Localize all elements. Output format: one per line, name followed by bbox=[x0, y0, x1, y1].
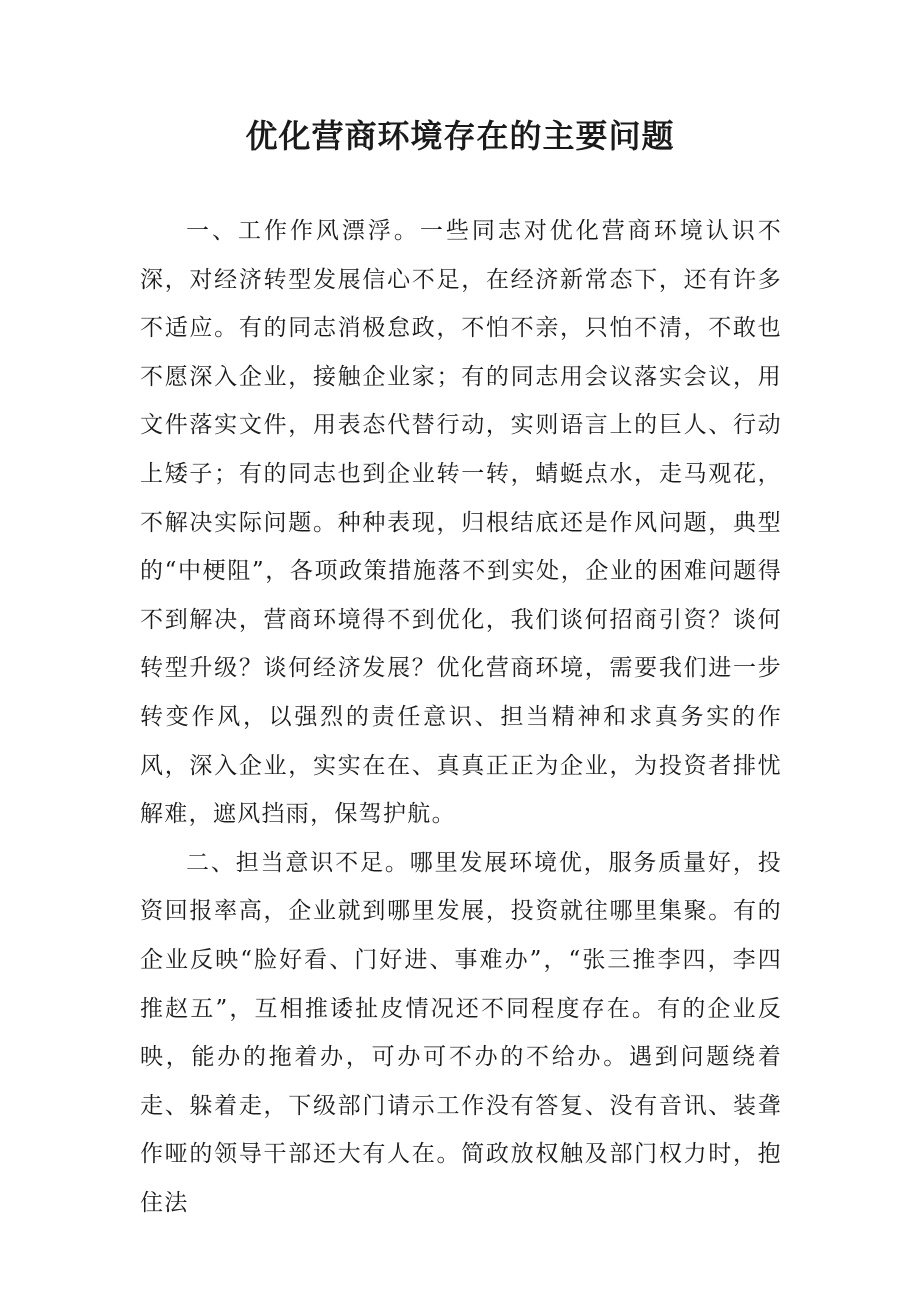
paragraph-responsibility: 二、担当意识不足。哪里发展环境优，服务质量好，投资回报率高，企业就到哪里发展，投资就往哪里集聚。有的企业反映“脸好看、门好进、事难办”，“张三推李四，李四推赵五”，互相推诿扯皮情况还不同程度存在。有的企业反映，能办的拖着办，可办可不办的不给办。遇到问题绕着走、躲着走，下级部门请示工作没有答复、没有音讯、装聋作哑的领导干部还大有人在。简政放权触及部门权力时，抱住法 bbox=[140, 849, 782, 1216]
paragraph-work-style: 一、工作作风漂浮。一些同志对优化营商环境认识不深，对经济转型发展信心不足，在经济新常态下，还有许多不适应。有的同志消极怠政，不怕不亲，只怕不清，不敢也不愿深入企业，接触企业家；有的同志用会议落实会议，用文件落实文件，用表态代替行动，实则语言上的巨人、行动上矮子；有的同志也到企业转一转，蜻蜓点水，走马观花，不解决实际问题。种种表现，归根结底还是作风问题，典型的“中梗阻”，各项政策措施落不到实处，企业的困难问题得不到解决，营商环境得不到优化，我们谈何招商引资？谈何转型升级？谈何经济发展？优化营商环境，需要我们进一步转变作风，以强烈的责任意识、担当精神和求真务实的作风，深入企业，实实在在、真真正正为企业，为投资者排忧解难，遮风挡雨，保驾护航。 bbox=[140, 218, 782, 828]
document-body bbox=[140, 207, 782, 1227]
document-title: 优化营商环境存在的主要问题 bbox=[245, 117, 675, 155]
